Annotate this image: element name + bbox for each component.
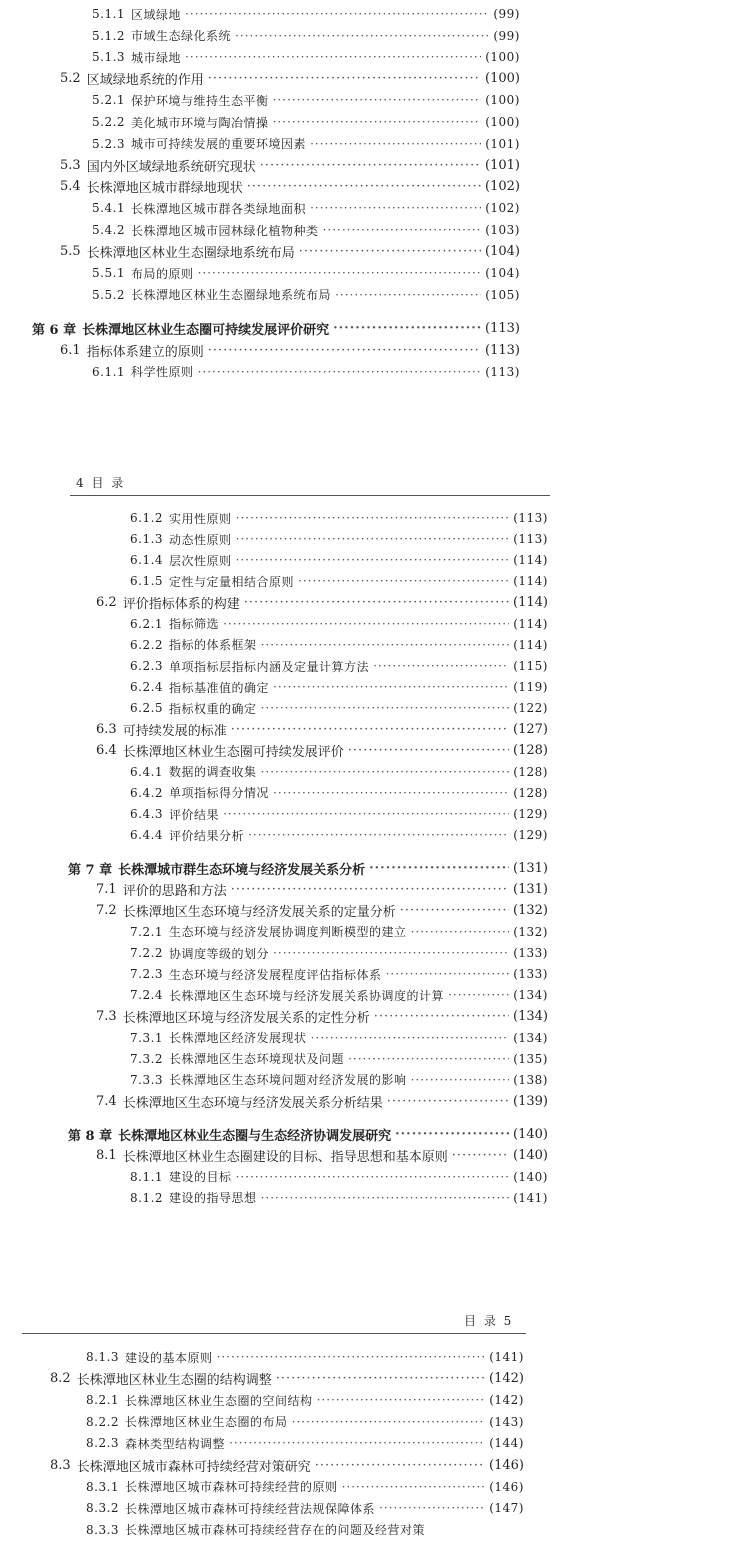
toc-subsection-entry <box>130 529 548 549</box>
toc-leader-dots <box>323 223 482 237</box>
toc-entry-number: 5.1.3 <box>92 50 126 65</box>
toc-page-number: (113) <box>485 364 520 379</box>
toc-page-number: (140) <box>513 1126 548 1142</box>
toc-entry-number: 5.2 <box>60 71 81 87</box>
toc-leader-dots <box>317 1393 486 1407</box>
toc-entry-title: 市域生态绿化系统 <box>131 29 232 44</box>
toc-subsection-entry <box>130 1028 548 1048</box>
toc-leader-dots <box>223 807 509 821</box>
toc-entry-number: 5.5 <box>60 244 81 260</box>
toc-entry-title: 长株潭地区城市森林可持续经营存在的问题及经营对策 <box>125 1523 426 1538</box>
toc-entry-title: 长株潭地区林业生态圈的结构调整 <box>76 1373 272 1389</box>
toc-entry-title: 定性与定量相结合原则 <box>169 574 295 589</box>
toc-section-entry <box>60 177 520 197</box>
toc-leader-dots <box>261 765 510 779</box>
toc-page-number: (102) <box>485 179 520 195</box>
toc-entry-number: 8.2 <box>50 1371 71 1387</box>
toc-entry-title: 指标筛选 <box>169 617 220 632</box>
toc-entry-title: 评价指标体系的构建 <box>122 597 240 613</box>
toc-entry-title: 指标权重的确定 <box>169 701 257 716</box>
toc-entry-number: 6.4.3 <box>130 807 164 822</box>
toc-page-number: (129) <box>513 828 548 843</box>
page-header-left: 4 目 录 <box>76 476 126 490</box>
toc-page-number: (113) <box>485 320 520 336</box>
toc-entry-title: 国内外区域绿地系统研究现状 <box>86 159 256 175</box>
toc-page-number: (104) <box>485 266 520 281</box>
toc-leader-dots <box>244 595 509 610</box>
toc-page-number: (115) <box>513 659 548 674</box>
toc-subsection-entry <box>130 571 548 591</box>
toc-subsection-entry <box>130 698 548 718</box>
toc-subsection-entry <box>92 362 520 382</box>
toc-subsection-entry <box>130 550 548 570</box>
toc-page-number: (114) <box>513 574 548 589</box>
toc-leader-dots <box>185 7 489 21</box>
toc-chapter-entry <box>68 858 548 878</box>
toc-entry-title: 建设的目标 <box>169 1170 232 1184</box>
toc-entry-number: 7.3.1 <box>130 1030 164 1045</box>
toc-entry-number: 7.3.3 <box>130 1072 164 1087</box>
toc-leader-dots <box>273 946 509 960</box>
toc-page-number: (100) <box>485 93 520 108</box>
toc-subsection-entry <box>130 943 548 963</box>
toc-leader-dots <box>369 861 509 876</box>
toc-page-number: (128) <box>513 785 548 800</box>
toc-section-entry <box>96 1091 548 1111</box>
toc-leader-dots <box>260 158 481 173</box>
toc-page-number: (131) <box>513 882 548 898</box>
toc-subsection-entry <box>92 90 520 110</box>
toc-subsection-entry <box>86 1412 524 1432</box>
toc-entry-title: 长株潭地区林业生态圈绿地系统布局 <box>131 288 332 303</box>
toc-page-number: (113) <box>513 511 548 525</box>
toc-leader-dots <box>348 743 509 758</box>
toc-page-number: (138) <box>513 1072 548 1087</box>
toc-page-number: (140) <box>513 1147 548 1163</box>
toc-leader-dots <box>198 365 482 379</box>
toc-subsection-entry <box>92 134 520 154</box>
toc-leader-dots <box>261 1191 510 1205</box>
toc-leader-dots <box>276 1371 485 1386</box>
header-rule <box>22 1333 526 1334</box>
toc-page-number: (143) <box>489 1414 524 1429</box>
toc-page-number: (133) <box>513 967 548 982</box>
toc-leader-dots <box>273 680 509 694</box>
toc-subsection-entry <box>86 1433 524 1453</box>
toc-subsection-entry <box>92 220 520 240</box>
toc-page-number: (141) <box>513 1190 548 1205</box>
toc-leader-dots <box>387 1094 509 1109</box>
toc-page-number: (132) <box>513 924 548 939</box>
toc-entry-number: 7.4 <box>96 1093 117 1109</box>
toc-entry-title: 长株潭地区生态环境现状及问题 <box>169 1052 345 1067</box>
toc-section-entry <box>60 242 520 262</box>
toc-subsection-entry <box>130 825 548 845</box>
toc-page-number: (100) <box>485 115 520 129</box>
toc-page-number: (122) <box>513 701 548 716</box>
toc-leader-dots <box>273 115 482 129</box>
toc-leader-dots <box>348 1052 509 1066</box>
toc-page-number: (129) <box>513 807 548 822</box>
toc-leader-dots <box>311 1031 510 1045</box>
toc-entry-title: 长株潭地区城市园林绿化植物种类 <box>131 223 319 238</box>
toc-subsection-entry <box>130 614 548 634</box>
toc-entry-title: 建设的基本原则 <box>125 1350 213 1365</box>
toc-entry-number: 5.2.1 <box>92 93 126 108</box>
page-header-right: 目 录 5 <box>464 1314 514 1328</box>
toc-leader-dots <box>208 343 481 358</box>
toc-page-number: (128) <box>513 764 548 779</box>
toc-page-number: (142) <box>489 1371 524 1387</box>
toc-section-entry <box>60 155 520 175</box>
toc-page-number: (99) <box>493 7 520 21</box>
toc-entry-number: 5.1.2 <box>92 28 126 43</box>
toc-entry-number: 6.4.2 <box>130 785 164 800</box>
toc-subsection-entry <box>92 285 520 305</box>
toc-page-number: (134) <box>513 1008 548 1024</box>
toc-entry-number: 5.5.1 <box>92 266 126 281</box>
toc-entry-title: 长株潭地区林业生态圈可持续发展评价 <box>122 745 344 761</box>
toc-subsection-entry <box>86 1498 524 1518</box>
toc-entry-title: 层次性原则 <box>169 553 232 568</box>
toc-entry-title: 布局的原则 <box>131 266 194 281</box>
toc-page-number: (134) <box>513 1030 548 1045</box>
toc-entry-number: 8.2.1 <box>86 1393 120 1408</box>
toc-entry-title: 长株潭地区林业生态圈的空间结构 <box>125 1393 313 1408</box>
toc-entry-number: 6.4.1 <box>130 764 164 779</box>
toc-subsection-entry <box>130 1188 548 1208</box>
toc-entry-title: 协调度等级的划分 <box>169 946 270 961</box>
toc-entry-title: 可持续发展的标准 <box>122 724 227 739</box>
toc-entry-number: 6.1.2 <box>130 511 164 525</box>
toc-subsection-entry <box>92 47 520 67</box>
toc-entry-title: 城市可持续发展的重要环境因素 <box>131 137 307 152</box>
toc-leader-dots <box>373 659 509 673</box>
toc-leader-dots <box>185 50 481 64</box>
toc-entry-title: 科学性原则 <box>131 365 194 380</box>
toc-page-number: (100) <box>485 71 520 87</box>
toc-entry-title: 城市绿地 <box>131 50 182 65</box>
toc-page-number: (128) <box>513 743 548 759</box>
toc-subsection-entry <box>130 635 548 655</box>
toc-leader-dots <box>292 1415 486 1429</box>
toc-subsection-entry <box>130 508 548 528</box>
toc-entry-number: 7.3.2 <box>130 1051 164 1066</box>
toc-leader-dots <box>223 617 509 631</box>
toc-entry-number: 6.1 <box>60 342 81 358</box>
toc-leader-dots <box>452 1148 509 1163</box>
toc-subsection-entry <box>130 804 548 824</box>
toc-entry-number: 6.3 <box>96 722 117 737</box>
toc-entry-title: 保护环境与维持生态平衡 <box>131 93 269 108</box>
toc-entry-number: 7.2 <box>96 903 117 919</box>
toc-page-number: (114) <box>513 616 548 631</box>
toc-page-number: (99) <box>493 28 520 43</box>
toc-leader-dots <box>247 179 481 194</box>
toc-leader-dots <box>386 967 510 981</box>
toc-entry-number: 7.1 <box>96 882 117 898</box>
toc-page-number: (141) <box>489 1350 524 1364</box>
toc-entry-number: 8.3.2 <box>86 1501 120 1516</box>
toc-entry-title: 森林类型结构调整 <box>125 1436 226 1451</box>
toc-entry-number: 5.1.1 <box>92 7 126 21</box>
toc-entry-number: 8.3.1 <box>86 1479 120 1494</box>
toc-page-number: (114) <box>513 637 548 652</box>
toc-entry-number: 6.2 <box>96 595 117 611</box>
toc-entry-title: 长株潭城市群生态环境与经济发展关系分析 <box>118 862 366 878</box>
toc-section-entry <box>96 741 548 761</box>
toc-leader-dots <box>379 1501 485 1515</box>
toc-entry-title: 长株潭地区林业生态圈绿地系统布局 <box>86 246 295 262</box>
toc-entry-title: 长株潭地区生态环境与经济发展关系分析结果 <box>122 1095 383 1111</box>
toc-entry-number: 第 8 章 <box>68 1128 113 1144</box>
toc-entry-title: 指标基准值的确定 <box>169 680 270 695</box>
toc-page-number: (142) <box>489 1393 524 1408</box>
toc-entry-title: 评价的思路和方法 <box>122 884 227 900</box>
toc-subsection-entry <box>92 263 520 283</box>
toc-entry-number: 6.1.3 <box>130 532 164 547</box>
toc-page-number: (132) <box>513 903 548 919</box>
toc-entry-title: 长株潭地区林业生态圈与生态经济协调发展研究 <box>118 1128 392 1144</box>
toc-leader-dots <box>335 288 481 302</box>
toc-entry-number: 6.1.1 <box>92 364 126 379</box>
toc-entry-title: 长株潭地区城市群各类绿地面积 <box>131 201 307 216</box>
toc-entry-title: 单项指标得分情况 <box>169 786 270 801</box>
toc-leader-dots <box>310 137 481 151</box>
toc-entry-number: 7.2.1 <box>130 924 164 939</box>
toc-section-entry <box>96 593 548 613</box>
toc-subsection-entry <box>92 4 520 24</box>
toc-page-number: (101) <box>485 157 520 173</box>
toc-entry-number: 6.4 <box>96 743 117 759</box>
toc-subsection-entry <box>86 1347 524 1367</box>
toc-entry-title: 区域绿地 <box>131 7 182 22</box>
toc-entry-title: 长株潭地区生态环境问题对经济发展的影响 <box>169 1073 407 1088</box>
toc-leader-dots <box>342 1480 486 1494</box>
toc-page-number: (105) <box>485 287 520 302</box>
toc-entry-title: 长株潭地区生态环境与经济发展关系的定量分析 <box>122 905 396 921</box>
toc-entry-number: 8.1.1 <box>130 1169 164 1184</box>
toc-section-entry <box>50 1455 524 1475</box>
toc-page-number: (114) <box>513 553 548 568</box>
toc-leader-dots <box>273 786 509 800</box>
toc-entry-title: 区域绿地系统的作用 <box>86 73 204 89</box>
toc-entry-title: 数据的调查收集 <box>169 765 257 780</box>
toc-subsection-entry <box>130 1167 548 1187</box>
toc-page-number: (102) <box>485 201 520 216</box>
toc-entry-number: 5.3 <box>60 157 81 173</box>
toc-entry-title: 动态性原则 <box>169 532 232 547</box>
toc-section-entry <box>96 1145 548 1165</box>
toc-entry-number: 第 7 章 <box>68 862 113 878</box>
toc-entry-title: 长株潭地区城市森林可持续经营法规保障体系 <box>125 1501 376 1516</box>
toc-section-entry <box>96 720 548 740</box>
toc-section-entry <box>96 901 548 921</box>
toc-entry-number: 6.1.5 <box>130 574 164 589</box>
toc-entry-number: 6.1.4 <box>130 553 164 568</box>
toc-entry-number: 5.2.3 <box>92 136 126 151</box>
toc-entry-number: 第 6 章 <box>32 322 77 338</box>
toc-entry-title: 长株潭地区林业生态圈可持续发展评价研究 <box>82 322 330 338</box>
toc-section-entry <box>60 69 520 89</box>
toc-entry-number: 7.2.3 <box>130 967 164 982</box>
toc-entry-title: 长株潭地区城市森林可持续经营的原则 <box>125 1480 338 1495</box>
toc-subsection-entry <box>130 762 548 782</box>
toc-entry-number: 6.2.5 <box>130 701 164 716</box>
toc-page-number: (146) <box>489 1457 524 1473</box>
toc-page-number: (140) <box>513 1169 548 1184</box>
toc-entry-title: 长株潭地区生态环境与经济发展关系协调度的计算 <box>169 988 445 1003</box>
toc-entry-number: 8.3 <box>50 1457 71 1473</box>
toc-subsection-entry <box>92 112 520 132</box>
toc-leader-dots <box>236 532 510 546</box>
toc-leader-dots <box>261 701 510 715</box>
toc-page-number: (104) <box>485 244 520 260</box>
toc-entry-number: 7.2.2 <box>130 946 164 960</box>
toc-leader-dots <box>235 29 489 43</box>
toc-leader-dots <box>236 1170 510 1184</box>
toc-entry-title: 指标的体系框架 <box>169 638 257 653</box>
toc-leader-dots <box>299 244 481 259</box>
toc-leader-dots <box>273 93 482 107</box>
toc-entry-number: 8.1 <box>96 1147 117 1163</box>
toc-leader-dots <box>217 1350 486 1364</box>
toc-leader-dots <box>261 638 510 652</box>
toc-section-entry <box>96 880 548 900</box>
toc-entry-number: 8.3.3 <box>86 1522 120 1537</box>
toc-leader-dots <box>231 722 509 737</box>
toc-leader-dots <box>236 553 510 567</box>
toc-subsection-entry <box>86 1477 524 1497</box>
toc-leader-dots <box>400 903 509 918</box>
toc-page-number: (146) <box>489 1479 524 1494</box>
toc-section-entry <box>96 1006 548 1026</box>
toc-entry-title: 生态环境与经济发展协调度判断模型的建立 <box>169 925 407 940</box>
toc-entry-title: 生态环境与经济发展程度评估指标体系 <box>169 967 382 982</box>
toc-entry-title: 长株潭地区林业生态圈建设的目标、指导思想和基本原则 <box>122 1149 448 1165</box>
toc-leader-dots <box>374 1009 509 1024</box>
toc-entry-title: 建设的指导思想 <box>169 1191 257 1206</box>
toc-page-number: (103) <box>485 223 520 237</box>
toc-page-number: (134) <box>513 988 548 1003</box>
toc-page-number: (100) <box>485 50 520 65</box>
toc-leader-dots <box>310 201 481 215</box>
toc-entry-number: 5.4.1 <box>92 201 126 216</box>
toc-section-entry <box>50 1369 524 1389</box>
toc-entry-number: 6.2.2 <box>130 637 164 652</box>
toc-subsection-entry <box>130 1049 548 1069</box>
toc-subsection-entry <box>130 1070 548 1090</box>
toc-entry-title: 长株潭地区城市群绿地现状 <box>86 181 243 197</box>
toc-leader-dots <box>333 321 481 336</box>
toc-leader-dots <box>298 574 509 588</box>
toc-entry-number: 6.4.4 <box>130 828 164 843</box>
toc-entry-number: 8.2.3 <box>86 1436 120 1451</box>
toc-entry-number: 7.2.4 <box>130 988 164 1003</box>
toc-entry-number: 8.2.2 <box>86 1414 120 1429</box>
toc-entry-number: 5.2.2 <box>92 115 126 129</box>
toc-subsection-entry <box>130 677 548 697</box>
toc-entry-number: 6.2.4 <box>130 680 164 695</box>
header-rule <box>70 495 550 496</box>
toc-page-number: (127) <box>513 722 548 737</box>
toc-entry-number: 8.1.2 <box>130 1190 164 1205</box>
toc-entry-title: 评价结果分析 <box>169 828 245 843</box>
toc-entry-title: 长株潭地区城市森林可持续经营对策研究 <box>76 1459 311 1475</box>
toc-leader-dots <box>411 1073 510 1087</box>
toc-section-entry <box>60 340 520 360</box>
toc-entry-title: 长株潭地区林业生态圈的布局 <box>125 1415 288 1430</box>
toc-leader-dots <box>315 1458 485 1473</box>
toc-entry-title: 指标体系建立的原则 <box>86 344 204 360</box>
toc-subsection-entry <box>92 198 520 218</box>
toc-page-number: (144) <box>489 1436 524 1451</box>
toc-page-number: (147) <box>489 1501 524 1516</box>
toc-leader-dots <box>236 511 510 525</box>
toc-entry-number: 8.1.3 <box>86 1350 120 1364</box>
toc-leader-dots <box>248 828 509 842</box>
toc-entry-title: 单项指标层指标内涵及定量计算方法 <box>169 659 370 674</box>
toc-entry-title: 实用性原则 <box>169 511 232 526</box>
toc-leader-dots <box>395 1127 509 1142</box>
toc-page-number: (135) <box>513 1051 548 1066</box>
toc-leader-dots <box>198 266 482 280</box>
toc-page-number: (119) <box>513 680 548 695</box>
toc-chapter-entry <box>68 1124 548 1144</box>
toc-leader-dots <box>231 882 509 897</box>
toc-entry-title: 美化城市环境与陶冶情操 <box>131 115 269 130</box>
toc-leader-dots <box>229 1436 485 1450</box>
toc-subsection-entry <box>130 964 548 984</box>
toc-leader-dots <box>411 925 510 939</box>
toc-entry-title: 长株潭地区经济发展现状 <box>169 1031 307 1046</box>
toc-page-number: (113) <box>513 532 548 547</box>
toc-leader-dots <box>208 71 481 86</box>
toc-page-number: (114) <box>513 595 548 611</box>
toc-subsection-entry <box>92 26 520 46</box>
toc-entry-number: 6.2.1 <box>130 616 164 631</box>
toc-subsection-entry <box>130 922 548 942</box>
toc-page-number: (131) <box>513 860 548 876</box>
toc-entry-number: 6.2.3 <box>130 659 164 674</box>
toc-entry-number: 5.5.2 <box>92 287 126 302</box>
toc-entry-title: 长株潭地区环境与经济发展关系的定性分析 <box>122 1010 370 1026</box>
toc-subsection-entry <box>130 985 548 1005</box>
toc-entry-number: 5.4.2 <box>92 223 126 237</box>
toc-page-number: (113) <box>485 342 520 358</box>
toc-subsection-entry <box>86 1390 524 1410</box>
toc-subsection-entry <box>130 656 548 676</box>
toc-page-number: (139) <box>513 1093 548 1109</box>
toc-chapter-entry <box>32 318 520 338</box>
toc-entry-number: 7.3 <box>96 1008 117 1024</box>
toc-subsection-entry <box>86 1520 524 1540</box>
toc-leader-dots <box>448 988 509 1002</box>
toc-entry-number: 5.4 <box>60 179 81 195</box>
toc-page-number: (133) <box>513 946 548 960</box>
toc-entry-title: 评价结果 <box>169 807 220 822</box>
toc-subsection-entry <box>130 783 548 803</box>
toc-page-number: (101) <box>485 136 520 151</box>
